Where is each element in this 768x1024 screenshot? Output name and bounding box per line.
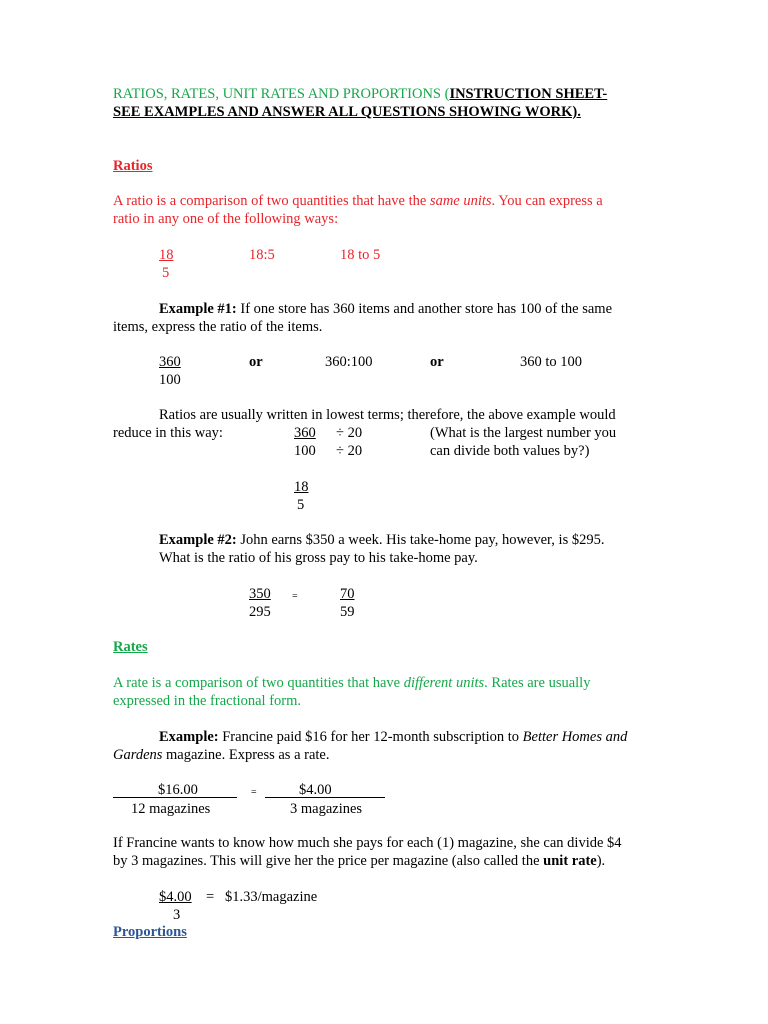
- rate-def-emphasis: different units: [403, 675, 485, 691]
- rate-example-line-1: [159, 728, 627, 746]
- lowest-result-den: 5: [297, 497, 305, 513]
- rate-def-text: A rate is a comparison of two quantities that have: [113, 675, 404, 691]
- example-2-num-1: 350: [249, 586, 271, 602]
- example-2-equals: =: [292, 591, 298, 602]
- title-part-1: RATIOS, RATES, UNIT RATES AND PROPORTIONS (: [113, 86, 450, 102]
- unit-rate-term: unit rate: [543, 853, 597, 869]
- ratio-form-colon: 18:5: [249, 247, 275, 263]
- lowest-terms-line-2: reduce in this way:: [113, 425, 223, 441]
- lowest-result-num: 18: [294, 479, 309, 495]
- lowest-note-2: can divide both values by?): [430, 443, 590, 459]
- unit-rate-text: by 3 magazines. This will give her the price per magazine (also called the: [113, 853, 544, 869]
- example-1-colon: 360:100: [325, 354, 373, 370]
- unit-rate-result: $1.33/magazine: [225, 889, 318, 905]
- unit-rate-num: $4.00: [159, 889, 192, 905]
- title-part-2: INSTRUCTION SHEET-: [449, 86, 608, 102]
- ratio-form-fraction-den: 5: [162, 265, 170, 281]
- unit-rate-line-1: If Francine wants to know how much she pays for each (1) magazine, she can divide $4: [113, 835, 622, 851]
- unit-rate-text-end: ).: [596, 853, 606, 869]
- ratio-def-text-end: . You can express a: [491, 193, 603, 209]
- rate-den-2: 3 magazines: [290, 801, 363, 817]
- example-1-to: 360 to 100: [520, 354, 583, 370]
- rate-equals: =: [251, 787, 257, 798]
- example-2-label: Example #2:: [159, 532, 237, 548]
- page-title: [113, 85, 607, 103]
- rate-def-text-end: . Rates are usually: [484, 675, 591, 691]
- rate-den-1: 12 magazines: [131, 801, 211, 817]
- ratio-definition-line-2: ratio in any one of the following ways:: [113, 211, 339, 227]
- example-1-or-1: or: [249, 354, 263, 370]
- example-1-line-2: items, express the ratio of the items.: [113, 319, 323, 335]
- lowest-den-divisor: ÷ 20: [336, 443, 363, 459]
- rate-example-label: Example:: [159, 729, 219, 745]
- ratio-form-to: 18 to 5: [340, 247, 381, 263]
- proportions-heading: Proportions: [113, 924, 187, 940]
- example-2-line-2: What is the ratio of his gross pay to his take-home pay.: [159, 550, 478, 566]
- rate-num-2: $4.00: [299, 782, 332, 798]
- rates-heading: Rates: [113, 639, 148, 655]
- example-1-or-2: or: [430, 354, 444, 370]
- example-2-line-1: [159, 531, 604, 549]
- unit-rate-line-2: [113, 852, 605, 870]
- ratio-definition-line-1: [113, 192, 603, 210]
- lowest-den: 100: [294, 443, 316, 459]
- ratio-form-fraction-num: 18: [159, 247, 174, 263]
- example-2-den-1: 295: [249, 604, 271, 620]
- ratios-heading: Ratios: [113, 158, 153, 174]
- rate-definition-line-1: [113, 674, 590, 692]
- unit-rate-equals: =: [206, 889, 215, 905]
- example-2-text: John earns $350 a week. His take-home pay, however, is $295.: [236, 532, 605, 548]
- rate-example-text: Francine paid $16 for her 12-month subscription to: [218, 729, 523, 745]
- rate-example-emphasis-2: Gardens: [113, 747, 163, 763]
- example-2-num-2: 70: [340, 586, 355, 602]
- example-1-line-1: [159, 300, 612, 318]
- example-1-label: Example #1:: [159, 301, 237, 317]
- lowest-num-divisor: ÷ 20: [336, 425, 363, 441]
- rate-definition-line-2: expressed in the fractional form.: [113, 693, 302, 709]
- example-1-frac-num: 360: [159, 354, 181, 370]
- unit-rate-den: 3: [173, 907, 181, 923]
- rate-example-line-2: [113, 746, 329, 764]
- ratio-def-emphasis: same units: [429, 193, 492, 209]
- rate-example-text-2: magazine. Express as a rate.: [162, 747, 330, 763]
- example-1-text: If one store has 360 items and another store has 100 of the same: [236, 301, 613, 317]
- example-1-frac-den: 100: [159, 372, 181, 388]
- lowest-terms-line-1: Ratios are usually written in lowest terms; therefore, the above example would: [159, 407, 616, 423]
- lowest-num: 360: [294, 425, 316, 441]
- rate-num-1: $16.00: [158, 782, 198, 798]
- example-2-den-2: 59: [340, 604, 355, 620]
- title-line-2: SEE EXAMPLES AND ANSWER ALL QUESTIONS SHOWING WORK).: [113, 104, 581, 120]
- lowest-note-1: (What is the largest number you: [430, 425, 617, 441]
- rate-example-emphasis: Better Homes and: [522, 729, 628, 745]
- ratio-def-text: A ratio is a comparison of two quantities that have the: [113, 193, 430, 209]
